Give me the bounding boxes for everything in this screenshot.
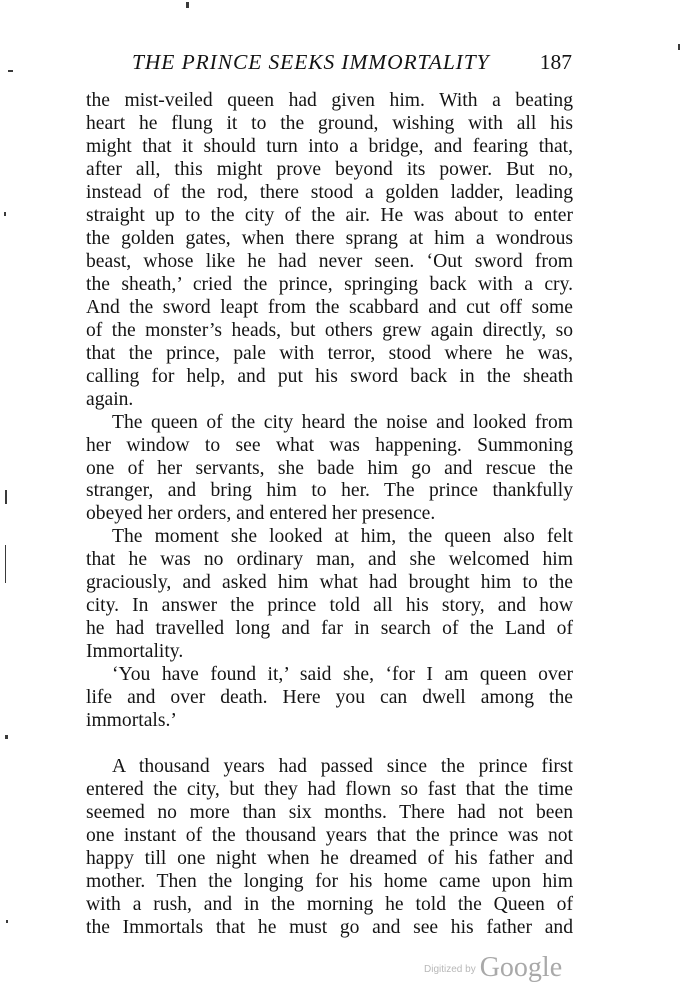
text-line: A thousand years had passed since the prince first (112, 756, 573, 778)
text-line: again. (86, 388, 134, 410)
watermark-brand: Google (479, 952, 563, 983)
body-text (86, 90, 573, 940)
text-line: that the prince, pale with terror, stood where he was, (86, 342, 573, 364)
text-line: might that it should turn into a bridge, and fearing that, (86, 135, 573, 157)
text-line: obeyed her orders, and entered her presence. (86, 503, 436, 525)
text-line: calling for help, and put his sword back in the sheath (86, 365, 573, 387)
text-line: straight up to the city of the air. He was about to enter (86, 204, 573, 226)
text-line: immortals.’ (86, 710, 177, 732)
scan-speck (186, 2, 189, 8)
text-line: beast, whose like he had never seen. ‘Out sword from (86, 250, 573, 272)
digitized-watermark (424, 952, 562, 984)
page-header (86, 46, 572, 78)
scan-speck (5, 490, 7, 504)
text-line: graciously, and asked him what had brought him to the (86, 572, 573, 594)
text-line: her window to see what was happening. Summoning (86, 434, 573, 456)
text-line: of the monster’s heads, but others grew again directly, so (86, 319, 573, 341)
text-line: Immortality. (86, 641, 184, 663)
watermark-prefix: Digitized by (424, 964, 476, 975)
text-line: after all, this might prove beyond its power. But no, (86, 158, 573, 180)
text-line: the mist-veiled queen had given him. With a beating (86, 90, 573, 111)
text-line: with a rush, and in the morning he told the Queen of (86, 893, 573, 915)
scan-speck (5, 545, 6, 583)
text-line: that he was no ordinary man, and she welcomed him (86, 549, 573, 571)
text-line: life and over death. Here you can dwell among the (86, 687, 573, 709)
text-line: entered the city, but they had flown so fast that the time (86, 779, 573, 801)
text-line: one instant of the thousand years that the prince was not (86, 825, 573, 846)
text-line: happy till one night when he dreamed of his father and (86, 847, 573, 869)
text-line: the golden gates, when there sprang at him a wondrous (86, 227, 573, 249)
text-line: And the sword leapt from the scabbard and cut off some (86, 296, 573, 318)
scan-speck (678, 44, 680, 50)
text-line: one of her servants, she bade him go and rescue the (86, 457, 573, 479)
text-line: The moment she looked at him, the queen also felt (112, 526, 573, 548)
text-line: ‘You have found it,’ said she, ‘for I am queen over (112, 664, 573, 686)
text-line: city. In answer the prince told all his story, and how (86, 595, 573, 617)
running-head: THE PRINCE SEEKS IMMORTALITY (132, 50, 490, 74)
text-line: The queen of the city heard the noise and looked from (112, 411, 573, 433)
text-line: instead of the rod, there stood a golden ladder, leading (86, 181, 573, 203)
page-number: 187 (539, 50, 572, 74)
scan-speck (8, 70, 13, 72)
text-line: seemed no more than six months. There had not been (86, 802, 573, 824)
text-line: the sheath,’ cried the prince, springing back with a cry. (86, 273, 573, 295)
scan-speck (4, 212, 6, 216)
text-line: stranger, and bring him to her. The prince thankfully (86, 480, 573, 502)
text-line: heart he flung it to the ground, wishing with all his (86, 112, 573, 134)
section-break (86, 733, 573, 756)
text-line: the Immortals that he must go and see his father and (86, 916, 573, 938)
scan-speck (6, 920, 8, 923)
text-line: mother. Then the longing for his home came upon him (86, 870, 573, 892)
scan-speck (5, 735, 8, 739)
text-line: he had travelled long and far in search of the Land of (86, 618, 573, 640)
